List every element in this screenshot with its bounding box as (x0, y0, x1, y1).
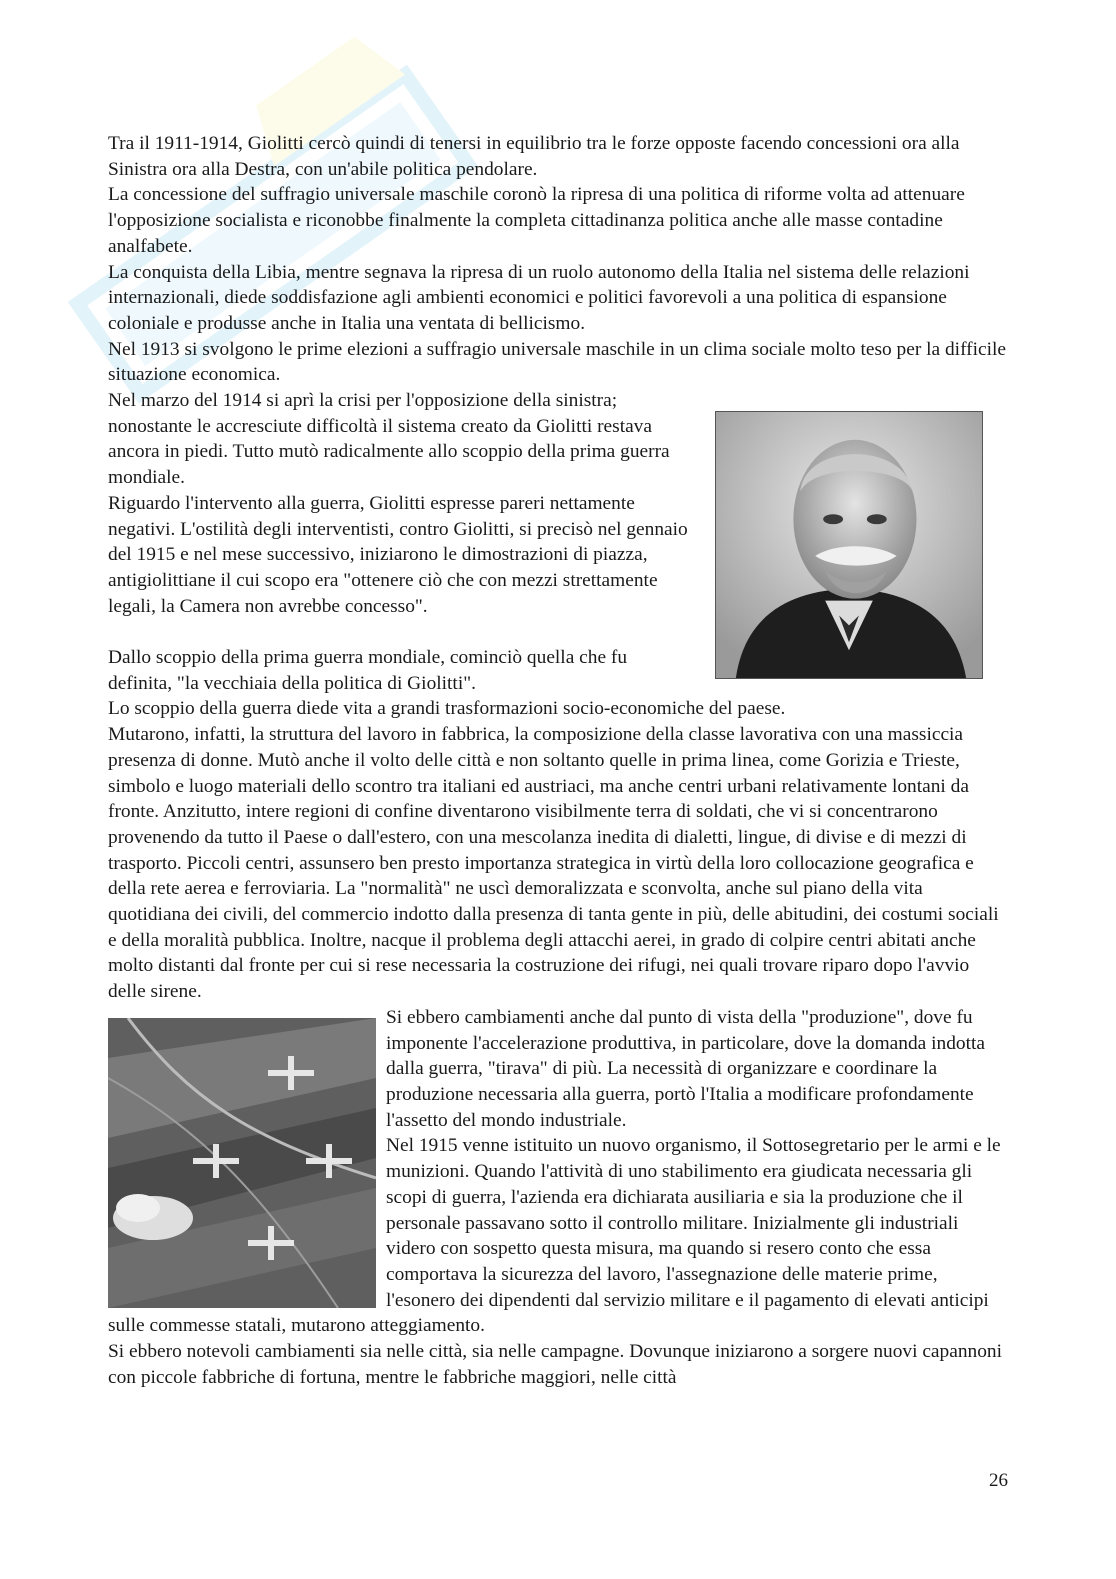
aerial-bombers-photo (108, 1018, 376, 1308)
paragraph: Riguardo l'intervento alla guerra, Giolitti espresse pareri nettamente negativi. L'ostilità degli interventisti, contro Giolitti, si precisò nel gennaio del 1915 e nel mese successivo, iniziarono le dimostrazioni di piazza, antigiolittiane il cui scopo era "ottenere ciò che con mezzi strettamente legali, la Camera non avrebbe concesso". (108, 492, 688, 617)
paragraph: La conquista della Libia, mentre segnava la ripresa di un ruolo autonomo della Italia nel sistema delle relazioni internazionali, diede soddisfazione agli ambienti economici e politici favorevoli a una politica di espansione coloniale e produsse anche in Italia una ventata di bellicismo. (108, 261, 970, 334)
page-number: 26 (989, 1470, 1008, 1491)
paragraph: Mutarono, infatti, la struttura del lavoro in fabbrica, la composizione della classe lavorativa con una massiccia presenza di donne. Mutò anche il volto delle città e non soltanto quelle in prima linea, come Gorizia e Trieste, simbolo e luogo materiali dello scontro tra italiani ed austriaci, ma anche centri urbani relativamente lontani da fronte. Anzitutto, intere regioni di confine diventarono visibilmente terra di soldati, che vi si concentrarono provenendo da tutto il Paese o dall'estero, con una mescolanza inedita di dialetti, lingue, di divise e di mezzi di trasporto. Piccoli centri, assunsero ben presto importanza strategica in virtù della loro collocazione geografica e della rete aerea e ferroviaria. La "normalità" ne uscì demoralizzata e sconvolta, anche sul piano della vita quotidiana dei civili, del commercio indotto dalla presenza di tanta gente in più, delle abitudini, dei costumi sociali e della moralità pubblica. Inoltre, nacque il problema degli attacchi aerei, in grado di colpire centri abitati anche molto distanti dal fronte per cui si rese necessaria la costruzione dei rifugi, nei quali trovare riparo dopo l'avvio delle sirene. (108, 724, 999, 1003)
paragraph: Si ebbero cambiamenti anche dal punto di vista della "produzione", dove fu imponente l'accelerazione produttiva, in particolare, dove la domanda indotta dalla guerra, "tirava" di più. La necessità di organizzare e coordinare la produzione necessaria alla guerra, portò l'Italia a modificare profondamente l'assetto del mondo industriale. (386, 1006, 985, 1131)
paragraph: La concessione del suffragio universale maschile coronò la ripresa di una politica di riforme volta ad attenuare l'opposizione socialista e riconobbe finalmente la completa cittadinanza politica anche alle masse contadine analfabete. (108, 184, 965, 257)
page-body (108, 131, 1008, 1390)
giolitti-portrait-photo (715, 411, 983, 679)
paragraph: Nel 1913 si svolgono le prime elezioni a suffragio universale maschile in un clima sociale molto teso per la difficile situazione economica. (108, 338, 1007, 386)
paragraph: Nel marzo del 1914 si aprì la crisi per l'opposizione della sinistra; nonostante le accresciute difficoltà il sistema creato da Giolitti restava ancora in piedi. Tutto mutò radicalmente allo scoppio della prima guerra mondiale. (108, 390, 670, 489)
paragraph: Dallo scoppio della prima guerra mondiale, cominciò quella che fu definita, "la vecchiaia della politica di Giolitti". (108, 647, 628, 694)
paragraph: Nel 1915 venne istituito un nuovo organismo, il Sottosegretario per le armi e le munizioni. Quando l'attività di uno stabilimento era giudicata necessaria gli scopi di guerra, l'azienda era dichiarata ausiliaria e sia la produzione che il personale passavano sotto il controllo militare. Inizialmente gli industriali videro con sospetto questa misura, ma quando si resero conto che essa comportava la sicurezza del lavoro, l'assegnazione delle materie prime, l'esonero dei dipendenti dal servizio militare e il pagamento di elevati anticipi sulle commesse statali, mutarono atteggiamento. (108, 1135, 1001, 1337)
paragraph: Si ebbero notevoli cambiamenti sia nelle città, sia nelle campagne. Dovunque iniziarono a sorgere nuovi capannoni con piccole fabbriche di fortuna, mentre le fabbriche maggiori, nelle città (108, 1341, 1003, 1388)
paragraph: Lo scoppio della guerra diede vita a grandi trasformazioni socio-economiche del paese. (108, 698, 786, 720)
paragraph: Tra il 1911-1914, Giolitti cercò quindi di tenersi in equilibrio tra le forze opposte facendo concessioni ora alla Sinistra ora alla Destra, con un'abile politica pendolare. (108, 133, 960, 180)
